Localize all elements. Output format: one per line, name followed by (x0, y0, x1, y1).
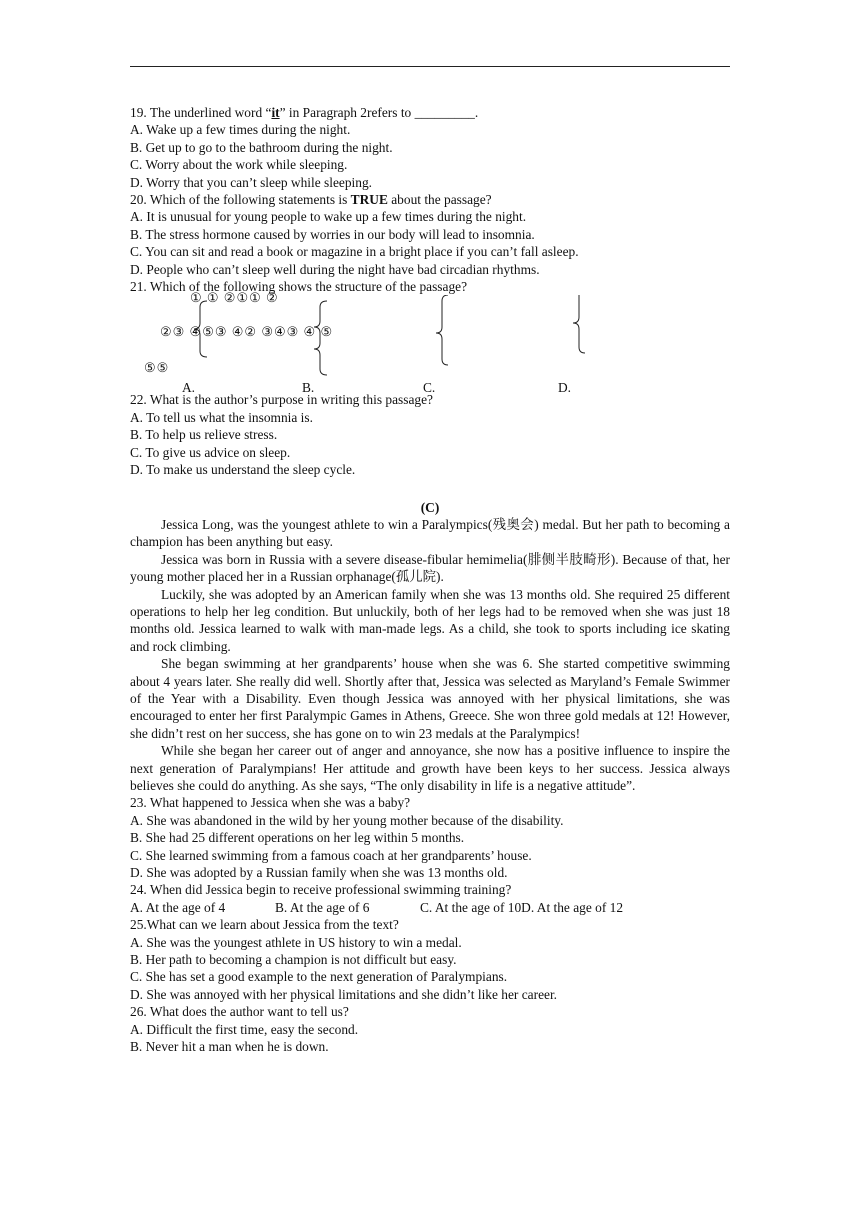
question-26-stem: 26. What does the author want to tell us? (130, 1004, 349, 1020)
passage-c-paragraph-1: Jessica Long, was the youngest athlete to win a Paralympics(残奥会) medal. But her path to becoming a champion has been anything but easy. (130, 516, 730, 550)
q23-option-b: B. She had 25 different operations on her leg within 5 months. (130, 830, 465, 846)
q20-option-c: C. You can sit and read a book or magazine in a bright place if you can’t fall asleep. (130, 244, 579, 260)
q25-option-c: C. She has set a good example to the next generation of Paralympians. (130, 969, 508, 985)
question-20-stem (130, 191, 730, 208)
q22-option-a: A. To tell us what the insomnia is. (130, 409, 313, 425)
diagram-row-3: ⑤⑤ (144, 360, 170, 376)
q24-options-row (130, 899, 730, 916)
q20-option-d: D. People who can’t sleep well during the night have bad circadian rhythms. (130, 261, 540, 277)
brace-d (573, 295, 585, 353)
q19-option-b: B. Get up to go to the bathroom during the night. (130, 139, 393, 155)
q24-option-d: D. At the age of 12 (521, 899, 624, 915)
q22-option-c: C. To give us advice on sleep. (130, 444, 291, 460)
question-23-stem: 23. What happened to Jessica when she was a baby? (130, 795, 411, 811)
structure-diagram (130, 290, 730, 396)
question-22-stem: 22. What is the author’s purpose in writing this passage? (130, 392, 433, 408)
q19-stem-post: ” in Paragraph 2refers to _________. (279, 105, 479, 120)
q20-option-b: B. The stress hormone caused by worries in our body will lead to insomnia. (130, 226, 535, 242)
diagram-row-1: ① ① ②①① ② (190, 290, 279, 306)
structure-brackets (130, 295, 730, 391)
passage-c-paragraph-2: Jessica was born in Russia with a severe disease-fibular hemimelia(腓侧半肢畸形). Because of that, her young mother placed her in a Russian orphanage(孤儿院). (130, 551, 730, 585)
document-body (130, 104, 730, 1056)
header-rule (130, 66, 730, 67)
q25-option-d: D. She was annoyed with her physical limitations and she didn’t like her career. (130, 986, 558, 1002)
passage-c-heading: (C) (420, 499, 440, 515)
q23-option-d: D. She was adopted by a Russian family when she was 13 months old. (130, 865, 508, 881)
q19-option-c: C. Worry about the work while sleeping. (130, 157, 348, 173)
q24-option-b: B. At the age of 6 (275, 899, 370, 915)
q25-option-b: B. Her path to becoming a champion is not difficult but easy. (130, 952, 457, 968)
passage-c-paragraph-5: While she began her career out of anger and annoyance, she now has a positive influence to inspire the next generation of Paralympians! Her attitude and growth have been keys to her success. Jessica always believes she could do anything. As she says, “The only disability in life is a negative attitude”. (130, 743, 730, 793)
diagram-label-c: C. (423, 380, 436, 396)
q19-option-d: D. Worry that you can’t sleep while sleeping. (130, 174, 373, 190)
q20-stem-post: about the passage? (387, 192, 492, 208)
q22-option-b: B. To help us relieve stress. (130, 427, 278, 443)
q20-bold-word: TRUE (350, 192, 388, 208)
q19-option-a: A. Wake up a few times during the night. (130, 122, 351, 138)
q19-underlined-word: it (271, 105, 280, 120)
question-21-stem: 21. Which of the following shows the structure of the passage? (130, 279, 468, 295)
diagram-row-2: ②③ ④⑤③ ④② ③④③ ④ ⑤ (160, 324, 334, 340)
brace-c (436, 295, 448, 365)
q26-option-a: A. Difficult the first time, easy the second. (130, 1021, 359, 1037)
q26-option-b: B. Never hit a man when he is down. (130, 1039, 329, 1055)
diagram-label-d: D. (558, 380, 572, 396)
q20-option-a: A. It is unusual for young people to wake up a few times during the night. (130, 209, 527, 225)
question-19-stem (130, 104, 730, 121)
passage-c-paragraph-3: Luckily, she was adopted by an American family when she was 13 months old. She required 25 different operations to help her leg condition. But unluckily, both of her legs had to be removed when she was just 18 months old. Jessica learned to walk with man-made legs. As a child, she took to sports including ice skating and rock climbing. (130, 586, 730, 654)
diagram-label-b: B. (302, 380, 315, 396)
q25-option-a: A. She was the youngest athlete in US history to win a medal. (130, 934, 462, 950)
q20-stem-pre: 20. Which of the following statements is (130, 192, 351, 208)
passage-c-paragraph-4: She began swimming at her grandparents’ house when she was 6. She started competitive swimming about 4 years later. She really did well. Shortly after that, Jessica was selected as Maryland’s Female Swimmer of the Year with a Disability. Even though Jessica was annoyed with her physical limitations, she was encouraged to enter her first Paralympic Games in Athens, Greece. She won three gold medals at 12! However, she didn’t rest on her success, she has gone on to win 23 medals at the Paralympics! (130, 656, 730, 741)
q24-option-a: A. At the age of 4 (130, 899, 226, 915)
question-25-stem: 25.What can we learn about Jessica from the text? (130, 917, 399, 933)
question-24-stem: 24. When did Jessica begin to receive professional swimming training? (130, 882, 512, 898)
q22-option-d: D. To make us understand the sleep cycle. (130, 462, 356, 478)
diagram-label-a: A. (182, 380, 196, 396)
q23-option-a: A. She was abandoned in the wild by her young mother because of the disability. (130, 812, 564, 828)
q19-stem-pre: 19. The underlined word “ (130, 105, 272, 120)
q24-option-c: C. At the age of 10 (420, 899, 522, 915)
q23-option-c: C. She learned swimming from a famous coach at her grandparents’ house. (130, 847, 532, 863)
